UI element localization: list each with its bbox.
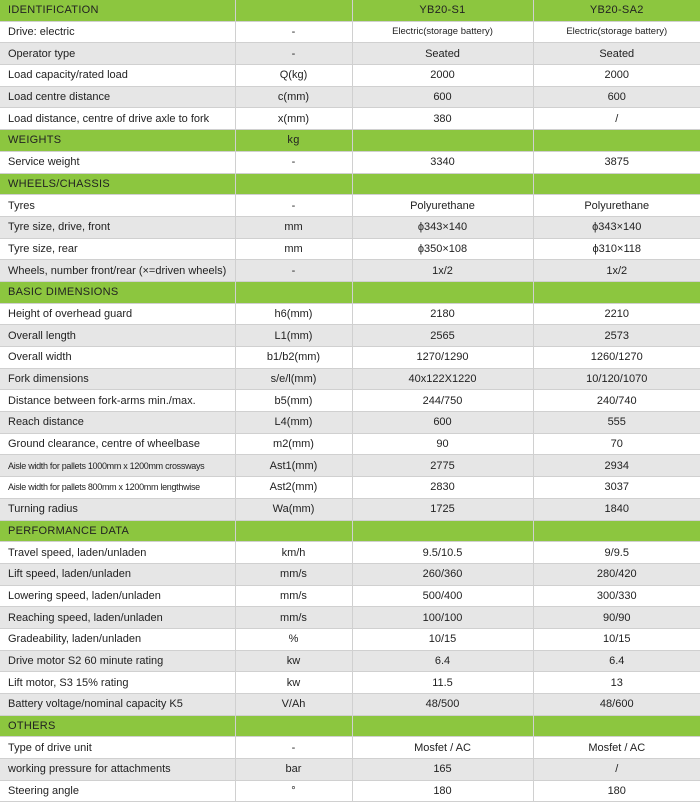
row-value-model-2: 2934 bbox=[533, 455, 700, 477]
row-label: Lowering speed, laden/unladen bbox=[0, 585, 235, 607]
row-unit: h6(mm) bbox=[235, 303, 352, 325]
row-label: Battery voltage/nominal capacity K5 bbox=[0, 694, 235, 716]
section-title: PERFORMANCE DATA bbox=[0, 520, 235, 542]
table-row bbox=[0, 65, 700, 87]
row-value-model-2: 2000 bbox=[533, 65, 700, 87]
row-value-model-1: 1x/2 bbox=[352, 260, 533, 282]
table-row bbox=[0, 347, 700, 369]
row-label: Aisle width for pallets 1000mm x 1200mm crossways bbox=[0, 455, 235, 477]
row-value-model-2: 9/9.5 bbox=[533, 542, 700, 564]
row-value-model-1: Polyurethane bbox=[352, 195, 533, 217]
table-row bbox=[0, 216, 700, 238]
table-row bbox=[0, 368, 700, 390]
row-value-model-2: 600 bbox=[533, 86, 700, 108]
table-row bbox=[0, 238, 700, 260]
column-model-1 bbox=[352, 281, 533, 303]
row-value-model-1: 165 bbox=[352, 759, 533, 781]
row-value-model-1: 1270/1290 bbox=[352, 347, 533, 369]
section-unit bbox=[235, 0, 352, 21]
column-model-1 bbox=[352, 520, 533, 542]
table-row bbox=[0, 108, 700, 130]
table-row bbox=[0, 477, 700, 499]
row-value-model-1: 9.5/10.5 bbox=[352, 542, 533, 564]
row-label: Operator type bbox=[0, 43, 235, 65]
row-value-model-2: 1260/1270 bbox=[533, 347, 700, 369]
row-value-model-1: 2180 bbox=[352, 303, 533, 325]
row-unit: - bbox=[235, 260, 352, 282]
table-row bbox=[0, 325, 700, 347]
section-header bbox=[0, 281, 700, 303]
row-value-model-1: Seated bbox=[352, 43, 533, 65]
row-unit: - bbox=[235, 43, 352, 65]
row-value-model-1: Mosfet / AC bbox=[352, 737, 533, 759]
section-unit: kg bbox=[235, 130, 352, 152]
section-unit bbox=[235, 715, 352, 737]
table-row bbox=[0, 390, 700, 412]
section-title: WHEELS/CHASSIS bbox=[0, 173, 235, 195]
row-unit: Wa(mm) bbox=[235, 498, 352, 520]
row-value-model-2: 90/90 bbox=[533, 607, 700, 629]
table-row bbox=[0, 455, 700, 477]
table-row bbox=[0, 737, 700, 759]
table-row bbox=[0, 759, 700, 781]
table-row bbox=[0, 672, 700, 694]
row-label: Travel speed, laden/unladen bbox=[0, 542, 235, 564]
row-unit: - bbox=[235, 21, 352, 43]
row-value-model-1: 10/15 bbox=[352, 628, 533, 650]
section-title: OTHERS bbox=[0, 715, 235, 737]
row-value-model-2: 1x/2 bbox=[533, 260, 700, 282]
column-model-1 bbox=[352, 173, 533, 195]
row-value-model-1: 600 bbox=[352, 412, 533, 434]
row-label: Load centre distance bbox=[0, 86, 235, 108]
row-unit: mm/s bbox=[235, 563, 352, 585]
row-value-model-1: 244/750 bbox=[352, 390, 533, 412]
section-unit bbox=[235, 173, 352, 195]
row-unit: c(mm) bbox=[235, 86, 352, 108]
section-title: WEIGHTS bbox=[0, 130, 235, 152]
table-row bbox=[0, 43, 700, 65]
row-value-model-1: 380 bbox=[352, 108, 533, 130]
row-unit: Ast1(mm) bbox=[235, 455, 352, 477]
row-unit: s/e/l(mm) bbox=[235, 368, 352, 390]
row-unit: kw bbox=[235, 650, 352, 672]
column-model-2 bbox=[533, 173, 700, 195]
table-row bbox=[0, 694, 700, 716]
row-value-model-2: 3875 bbox=[533, 151, 700, 173]
row-unit: mm bbox=[235, 238, 352, 260]
table-row bbox=[0, 650, 700, 672]
row-unit: - bbox=[235, 151, 352, 173]
row-value-model-1: 180 bbox=[352, 780, 533, 802]
row-value-model-1: 48/500 bbox=[352, 694, 533, 716]
section-unit bbox=[235, 520, 352, 542]
row-label: Gradeability, laden/unladen bbox=[0, 628, 235, 650]
row-value-model-2: 300/330 bbox=[533, 585, 700, 607]
row-value-model-1: 40x122X1220 bbox=[352, 368, 533, 390]
row-value-model-1: 2775 bbox=[352, 455, 533, 477]
row-unit: - bbox=[235, 195, 352, 217]
section-title: BASIC DIMENSIONS bbox=[0, 281, 235, 303]
row-label: Tyres bbox=[0, 195, 235, 217]
row-value-model-2: 10/15 bbox=[533, 628, 700, 650]
row-unit: bar bbox=[235, 759, 352, 781]
row-unit: mm bbox=[235, 216, 352, 238]
table-row bbox=[0, 303, 700, 325]
table-row bbox=[0, 542, 700, 564]
table-row bbox=[0, 628, 700, 650]
row-value-model-1: 6.4 bbox=[352, 650, 533, 672]
column-model-2 bbox=[533, 715, 700, 737]
row-value-model-1: Electric(storage battery) bbox=[352, 21, 533, 43]
row-value-model-1: 90 bbox=[352, 433, 533, 455]
row-value-model-2: ϕ310×118 bbox=[533, 238, 700, 260]
row-value-model-2: / bbox=[533, 108, 700, 130]
row-label: Tyre size, drive, front bbox=[0, 216, 235, 238]
column-model-2: YB20-SA2 bbox=[533, 0, 700, 21]
row-value-model-2: Polyurethane bbox=[533, 195, 700, 217]
row-value-model-1: ϕ350×108 bbox=[352, 238, 533, 260]
row-value-model-1: ϕ343×140 bbox=[352, 216, 533, 238]
row-value-model-2: 10/120/1070 bbox=[533, 368, 700, 390]
row-value-model-2: ϕ343×140 bbox=[533, 216, 700, 238]
column-model-2 bbox=[533, 520, 700, 542]
row-label: Steering angle bbox=[0, 780, 235, 802]
row-unit: mm/s bbox=[235, 607, 352, 629]
row-unit: L4(mm) bbox=[235, 412, 352, 434]
row-value-model-2: Mosfet / AC bbox=[533, 737, 700, 759]
row-value-model-2: 70 bbox=[533, 433, 700, 455]
row-value-model-1: 100/100 bbox=[352, 607, 533, 629]
row-label: Service weight bbox=[0, 151, 235, 173]
row-label: Height of overhead guard bbox=[0, 303, 235, 325]
row-value-model-2: 280/420 bbox=[533, 563, 700, 585]
row-label: Drive: electric bbox=[0, 21, 235, 43]
section-header bbox=[0, 130, 700, 152]
row-value-model-2: 13 bbox=[533, 672, 700, 694]
table-row bbox=[0, 585, 700, 607]
table-row bbox=[0, 86, 700, 108]
row-label: Ground clearance, centre of wheelbase bbox=[0, 433, 235, 455]
row-value-model-1: 260/360 bbox=[352, 563, 533, 585]
column-model-1 bbox=[352, 715, 533, 737]
table-row bbox=[0, 498, 700, 520]
row-value-model-2: 240/740 bbox=[533, 390, 700, 412]
row-label: Fork dimensions bbox=[0, 368, 235, 390]
row-value-model-2: 48/600 bbox=[533, 694, 700, 716]
row-label: Lift motor, S3 15% rating bbox=[0, 672, 235, 694]
row-value-model-1: 2565 bbox=[352, 325, 533, 347]
column-model-2 bbox=[533, 130, 700, 152]
row-unit: L1(mm) bbox=[235, 325, 352, 347]
row-label: Reach distance bbox=[0, 412, 235, 434]
section-header bbox=[0, 173, 700, 195]
table-row bbox=[0, 151, 700, 173]
row-label: Load distance, centre of drive axle to fork bbox=[0, 108, 235, 130]
row-label: working pressure for attachments bbox=[0, 759, 235, 781]
row-value-model-2: 6.4 bbox=[533, 650, 700, 672]
row-unit: m2(mm) bbox=[235, 433, 352, 455]
row-value-model-2: 1840 bbox=[533, 498, 700, 520]
column-model-2 bbox=[533, 281, 700, 303]
row-value-model-1: 500/400 bbox=[352, 585, 533, 607]
row-label: Drive motor S2 60 minute rating bbox=[0, 650, 235, 672]
row-value-model-1: 600 bbox=[352, 86, 533, 108]
table-row bbox=[0, 780, 700, 802]
row-label: Load capacity/rated load bbox=[0, 65, 235, 87]
row-value-model-2: 180 bbox=[533, 780, 700, 802]
row-label: Overall length bbox=[0, 325, 235, 347]
section-unit bbox=[235, 281, 352, 303]
table-row bbox=[0, 412, 700, 434]
table-row bbox=[0, 260, 700, 282]
section-header bbox=[0, 715, 700, 737]
column-model-1 bbox=[352, 130, 533, 152]
row-value-model-2: 3037 bbox=[533, 477, 700, 499]
row-unit: km/h bbox=[235, 542, 352, 564]
section-title: IDENTIFICATION bbox=[0, 0, 235, 21]
row-value-model-1: 2830 bbox=[352, 477, 533, 499]
row-value-model-1: 1725 bbox=[352, 498, 533, 520]
row-value-model-2: 2573 bbox=[533, 325, 700, 347]
table-row bbox=[0, 433, 700, 455]
row-value-model-2: Seated bbox=[533, 43, 700, 65]
table-row bbox=[0, 195, 700, 217]
row-label: Aisle width for pallets 800mm x 1200mm lengthwise bbox=[0, 477, 235, 499]
row-label: Tyre size, rear bbox=[0, 238, 235, 260]
row-unit: kw bbox=[235, 672, 352, 694]
row-value-model-2: 555 bbox=[533, 412, 700, 434]
row-value-model-2: / bbox=[533, 759, 700, 781]
row-unit: b1/b2(mm) bbox=[235, 347, 352, 369]
row-label: Type of drive unit bbox=[0, 737, 235, 759]
section-header bbox=[0, 520, 700, 542]
row-label: Reaching speed, laden/unladen bbox=[0, 607, 235, 629]
row-unit: - bbox=[235, 737, 352, 759]
row-label: Wheels, number front/rear (×=driven wheels) bbox=[0, 260, 235, 282]
row-label: Overall width bbox=[0, 347, 235, 369]
row-unit: Ast2(mm) bbox=[235, 477, 352, 499]
row-unit: x(mm) bbox=[235, 108, 352, 130]
row-label: Turning radius bbox=[0, 498, 235, 520]
row-label: Distance between fork-arms min./max. bbox=[0, 390, 235, 412]
table-row bbox=[0, 563, 700, 585]
row-unit: % bbox=[235, 628, 352, 650]
section-header bbox=[0, 0, 700, 21]
table-row bbox=[0, 607, 700, 629]
table-row bbox=[0, 21, 700, 43]
row-value-model-1: 11.5 bbox=[352, 672, 533, 694]
row-unit: b5(mm) bbox=[235, 390, 352, 412]
row-unit: ° bbox=[235, 780, 352, 802]
row-value-model-2: 2210 bbox=[533, 303, 700, 325]
row-unit: V/Ah bbox=[235, 694, 352, 716]
row-value-model-2: Electric(storage battery) bbox=[533, 21, 700, 43]
column-model-1: YB20-S1 bbox=[352, 0, 533, 21]
row-value-model-1: 3340 bbox=[352, 151, 533, 173]
row-unit: Q(kg) bbox=[235, 65, 352, 87]
row-label: Lift speed, laden/unladen bbox=[0, 563, 235, 585]
row-value-model-1: 2000 bbox=[352, 65, 533, 87]
row-unit: mm/s bbox=[235, 585, 352, 607]
